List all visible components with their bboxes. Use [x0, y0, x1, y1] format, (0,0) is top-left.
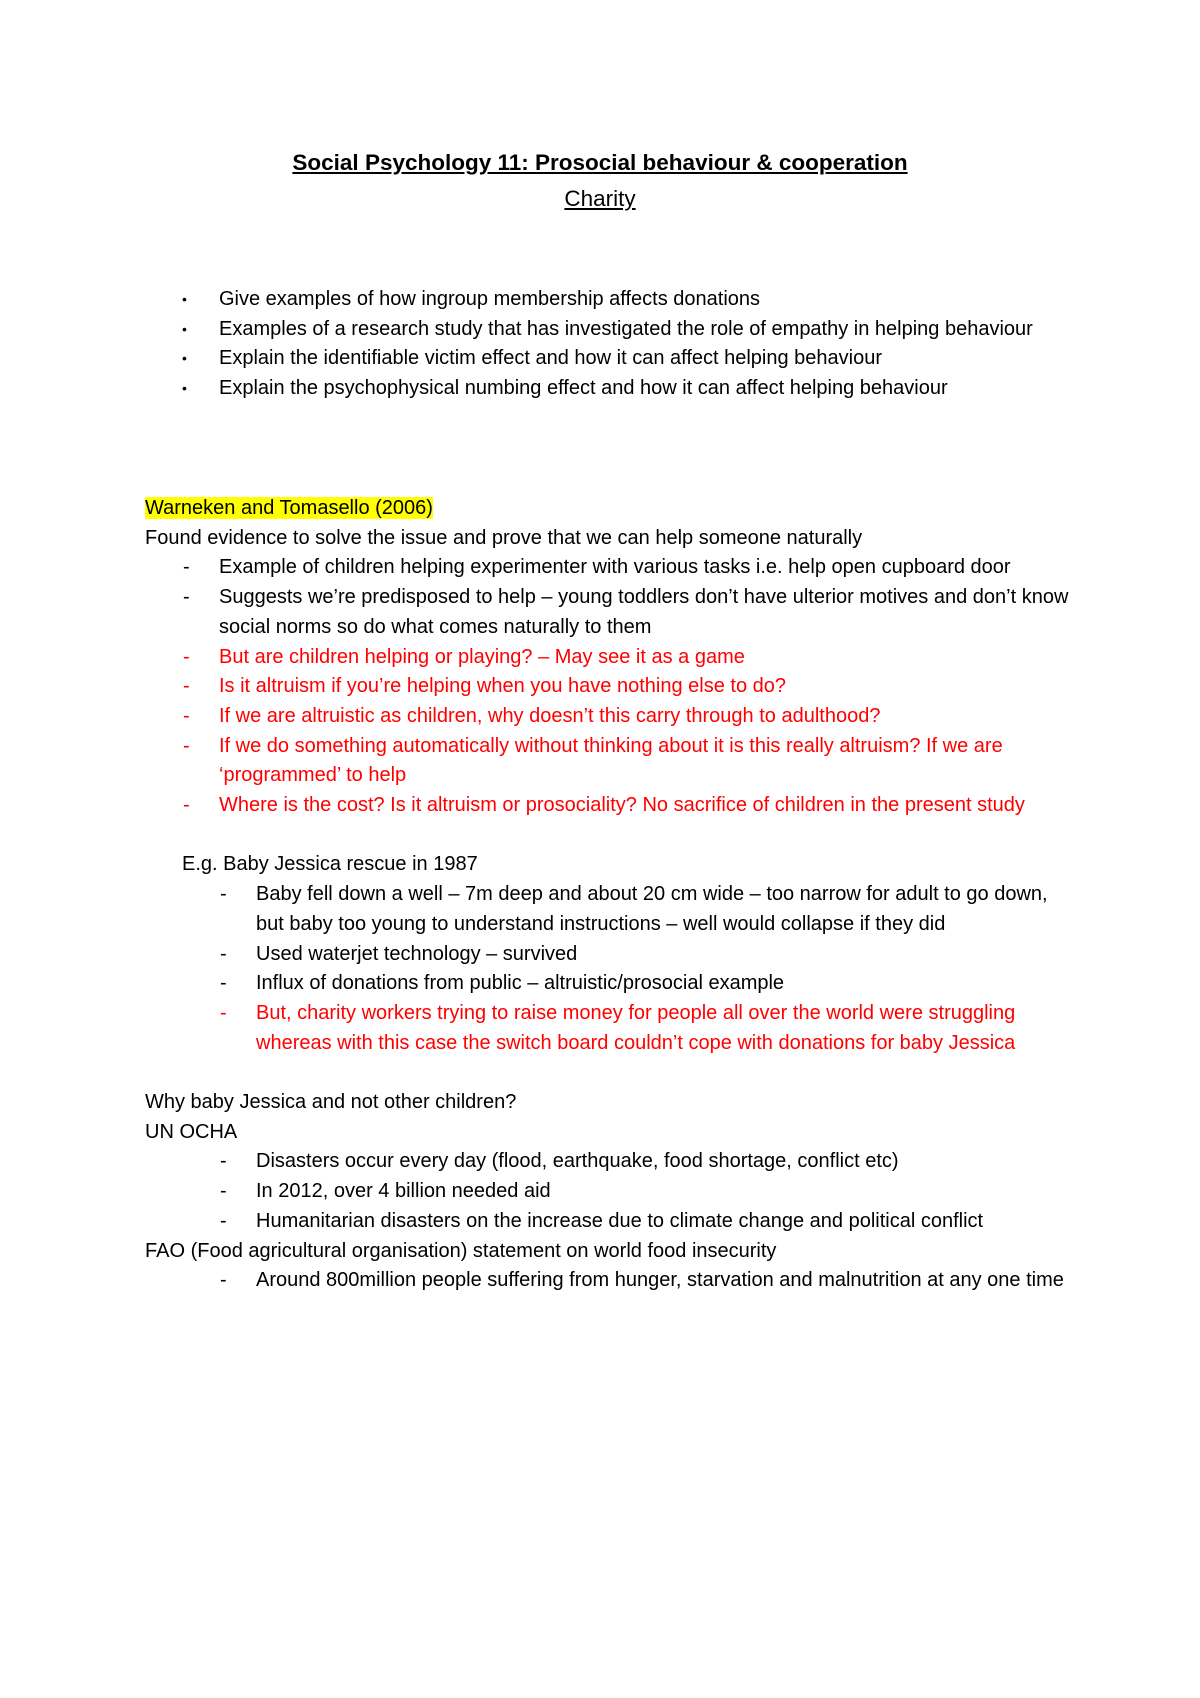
- dash-icon: -: [183, 794, 190, 817]
- list-item: [0, 583, 1200, 642]
- list-item: [0, 969, 1200, 999]
- list-item-text: In 2012, over 4 billion needed aid: [256, 1180, 551, 1203]
- critique-item: [0, 732, 1200, 791]
- list-item-text: Baby fell down a well – 7m deep and about 20 cm wide – too narrow for adult to go down, but baby too young to understand instructions – well would collapse if they did: [256, 883, 1048, 935]
- learning-objectives-list: [0, 285, 1200, 404]
- critique-item: [0, 643, 1200, 673]
- list-item-text: Influx of donations from public – altruistic/prosocial example: [256, 972, 785, 995]
- dash-icon: -: [183, 734, 190, 757]
- dash-icon: -: [220, 1180, 227, 1203]
- critique-text: Is it altruism if you’re helping when you have nothing else to do?: [219, 675, 787, 698]
- critique-text: If we do something automatically without thinking about it is this really altruism? If we are ‘programmed’ to help: [219, 734, 1003, 787]
- list-item-text: Around 800million people suffering from hunger, starvation and malnutrition at any one time: [256, 1269, 1064, 1292]
- list-item: [0, 1266, 1200, 1296]
- dash-icon: -: [220, 883, 227, 906]
- un-ocha-heading: UN OCHA: [145, 1120, 238, 1143]
- list-item-text: Used waterjet technology – survived: [256, 942, 578, 965]
- bullet-icon: •: [182, 380, 187, 397]
- list-item-text: Suggests we’re predisposed to help – young toddlers don’t have ulterior motives and don’t know social norms so do what comes naturally to them: [219, 586, 1069, 638]
- jessica-heading: E.g. Baby Jessica rescue in 1987: [182, 853, 478, 876]
- critique-item: [0, 672, 1200, 702]
- bullet-icon: •: [182, 291, 187, 307]
- dash-icon: -: [183, 675, 190, 698]
- objective-text: Explain the psychophysical numbing effect and how it can affect helping behaviour: [219, 377, 948, 400]
- spacer: [0, 1058, 1200, 1088]
- objective-item: [0, 315, 1200, 345]
- list-item: [0, 1207, 1200, 1237]
- highlighted-heading: Warneken and Tomasello (2006): [145, 497, 433, 519]
- list-item-text: Disasters occur every day (flood, earthquake, food shortage, conflict etc): [256, 1150, 899, 1173]
- spacer: [0, 821, 1200, 851]
- list-item: [0, 553, 1200, 583]
- fao-heading: FAO (Food agricultural organisation) statement on world food insecurity: [145, 1239, 777, 1262]
- dash-icon: -: [220, 942, 227, 965]
- list-item: [0, 1177, 1200, 1207]
- dash-icon: -: [183, 556, 190, 579]
- objective-item: [0, 374, 1200, 404]
- list-item: [0, 880, 1200, 939]
- dash-icon: -: [183, 645, 190, 668]
- dash-icon: -: [220, 1001, 227, 1024]
- critique-text: But, charity workers trying to raise money for people all over the world were struggling whereas with this case the switch board couldn’t cope with donations for baby Jessica: [256, 1001, 1016, 1054]
- dash-icon: -: [220, 1150, 227, 1173]
- why-question: Why baby Jessica and not other children?: [145, 1091, 517, 1114]
- bullet-icon: •: [182, 350, 187, 367]
- page-title: Social Psychology 11: Prosocial behaviour & cooperation: [292, 150, 908, 175]
- list-item-text: Humanitarian disasters on the increase due to climate change and political conflict: [256, 1209, 984, 1232]
- page-subtitle: Charity: [564, 186, 636, 211]
- critique-text: Where is the cost? Is it altruism or prosociality? No sacrifice of children in the present study: [219, 794, 1025, 817]
- list-item: [0, 940, 1200, 970]
- objective-text: Examples of a research study that has investigated the role of empathy in helping behaviour: [219, 317, 1033, 340]
- dash-icon: -: [220, 972, 227, 995]
- bullet-icon: •: [182, 320, 187, 337]
- objective-text: Give examples of how ingroup membership affects donations: [219, 288, 761, 310]
- dash-icon: -: [183, 704, 190, 727]
- objective-text: Explain the identifiable victim effect and how it can affect helping behaviour: [219, 347, 883, 370]
- critique-item: [0, 702, 1200, 732]
- section-heading-warneken: [145, 494, 1200, 524]
- notes-content: [0, 494, 1200, 1296]
- list-item-text: Example of children helping experimenter with various tasks i.e. help open cupboard door: [219, 556, 1011, 579]
- dash-icon: -: [220, 1269, 227, 1292]
- critique-text: But are children helping or playing? – May see it as a game: [219, 645, 745, 668]
- critique-text: If we are altruistic as children, why doesn’t this carry through to adulthood?: [219, 704, 881, 727]
- critique-item: [0, 791, 1200, 821]
- dash-icon: -: [183, 586, 190, 609]
- objective-item: [0, 285, 1200, 315]
- critique-item: [0, 999, 1200, 1058]
- objective-item: [0, 344, 1200, 374]
- list-item: [0, 1147, 1200, 1177]
- dash-icon: -: [220, 1209, 227, 1232]
- warneken-intro: Found evidence to solve the issue and prove that we can help someone naturally: [145, 526, 863, 549]
